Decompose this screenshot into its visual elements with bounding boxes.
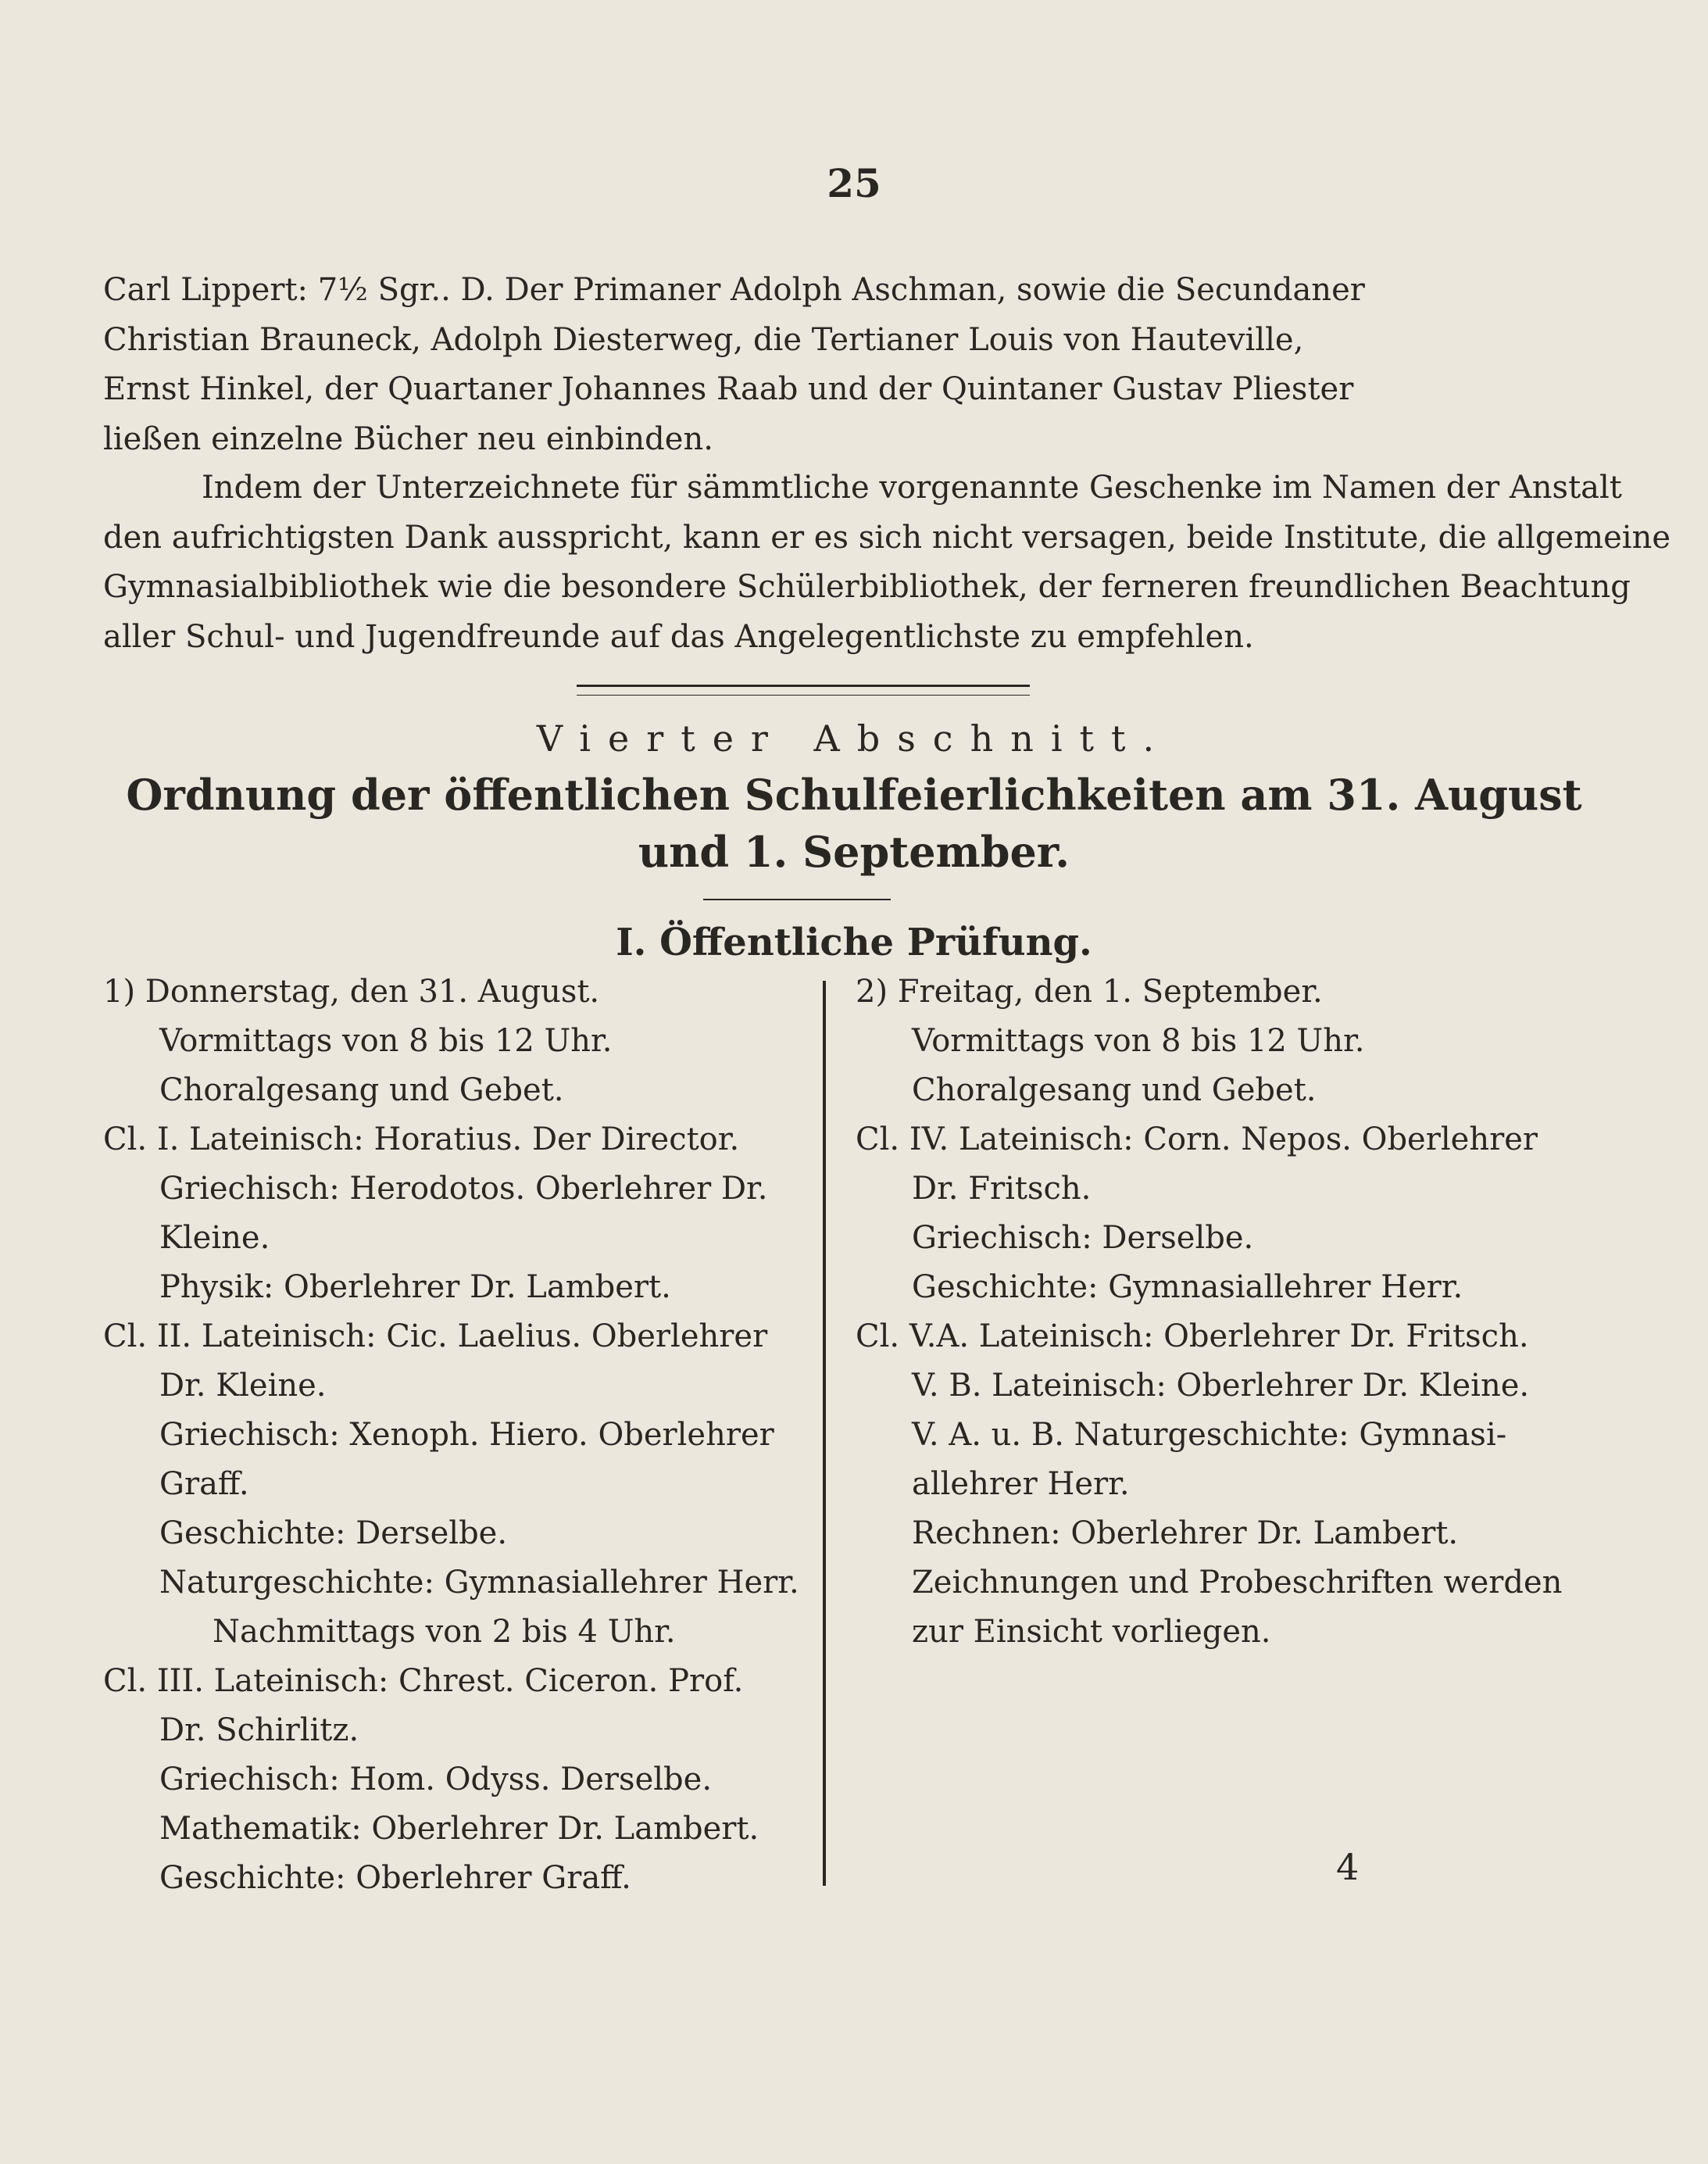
column-line: Geschichte: Derselbe. [159,1515,508,1551]
column-line: Cl. II. Lateinisch: Cic. Laelius. Oberlehrer [103,1318,768,1354]
column-line: Kleine. [159,1220,270,1256]
column-line: Rechnen: Oberlehrer Dr. Lambert. [912,1515,1459,1551]
column-line: Mathematik: Oberlehrer Dr. Lambert. [159,1811,759,1847]
column-line: allehrer Herr. [912,1466,1130,1502]
right-column [856,968,1563,1657]
text-line: Christian Brauneck, Adolph Diesterweg, die Tertianer Louis von Hauteville, [103,321,1304,358]
text-line: Carl Lippert: 7½ Sgr.. D. Der Primaner Adolph Aschman, sowie die Secundaner [103,272,1365,308]
column-line: Geschichte: Gymnasiallehrer Herr. [912,1269,1463,1305]
text-line: Gymnasialbibliothek wie die besondere Schülerbibliothek, der ferneren freundlichen Beachtung [103,569,1631,605]
text-line: aller Schul- und Jugendfreunde auf das Angelegentlichste zu empfehlen. [103,618,1254,655]
column-line: Cl. IV. Lateinisch: Corn. Nepos. Oberlehrer [856,1121,1538,1157]
column-line: Vormittags von 8 bis 12 Uhr. [159,1023,613,1059]
section-title-line-1: Ordnung der öffentlichen Schulfeierlichkeiten am 31. August [126,770,1582,820]
column-line: Graff. [159,1466,249,1502]
column-line: Naturgeschichte: Gymnasiallehrer Herr. [159,1565,799,1601]
column-divider [823,981,826,1886]
text-line: Indem der Unterzeichnete für sämmtliche vorgenannte Geschenke im Namen der Anstalt [202,470,1622,506]
column-line: Griechisch: Hom. Odyss. Derselbe. [159,1762,713,1797]
column-line: V. A. u. B. Naturgeschichte: Gymnasi- [912,1417,1507,1453]
column-line: Cl. III. Lateinisch: Chrest. Ciceron. Prof. [103,1663,744,1699]
title-divider [703,899,891,900]
page-number: 25 [827,160,881,206]
column-line: V. B. Lateinisch: Oberlehrer Dr. Kleine. [912,1368,1530,1404]
signature-mark: 4 [1336,1846,1360,1888]
column-line: Choralgesang und Gebet. [912,1072,1317,1108]
column-line: Nachmittags von 2 bis 4 Uhr. [213,1614,676,1650]
column-line: Dr. Fritsch. [912,1171,1092,1207]
column-line: Cl. V.A. Lateinisch: Oberlehrer Dr. Fritsch. [856,1318,1529,1354]
column-line: Cl. I. Lateinisch: Horatius. Der Director. [103,1121,740,1157]
column-line: Dr. Schirlitz. [159,1712,359,1748]
subsection-heading: I. Öffentliche Prüfung. [616,921,1092,964]
donors-paragraph [103,266,1517,464]
column-line: 1) Donnerstag, den 31. August. [103,974,600,1010]
column-line: Griechisch: Herodotos. Oberlehrer Dr. [159,1171,768,1207]
column-line: Vormittags von 8 bis 12 Uhr. [912,1023,1365,1059]
column-line: zur Einsicht vorliegen. [912,1614,1271,1650]
column-line: Griechisch: Derselbe. [912,1220,1254,1256]
column-line: Geschichte: Oberlehrer Graff. [159,1860,631,1896]
section-title-line-2: und 1. September. [638,827,1070,877]
column-line: Dr. Kleine. [159,1368,327,1404]
column-line: Physik: Oberlehrer Dr. Lambert. [159,1269,671,1305]
text-line: den aufrichtigsten Dank ausspricht, kann er es sich nicht versagen, beide Institute, die allgemeine [103,519,1670,556]
section-divider [577,685,1030,696]
text-line: Ernst Hinkel, der Quartaner Johannes Raab und der Quintaner Gustav Pliester [103,371,1354,407]
column-line: Choralgesang und Gebet. [159,1072,564,1108]
text-line: ließen einzelne Bücher neu einbinden. [103,420,713,457]
column-line: 2) Freitag, den 1. September. [856,974,1323,1010]
left-column [103,968,799,1903]
section-label: Vierter Abschnitt. [536,717,1172,760]
column-line: Zeichnungen und Probeschriften werden [912,1565,1563,1601]
thanks-paragraph [103,463,1670,662]
column-line: Griechisch: Xenoph. Hiero. Oberlehrer [159,1417,774,1453]
